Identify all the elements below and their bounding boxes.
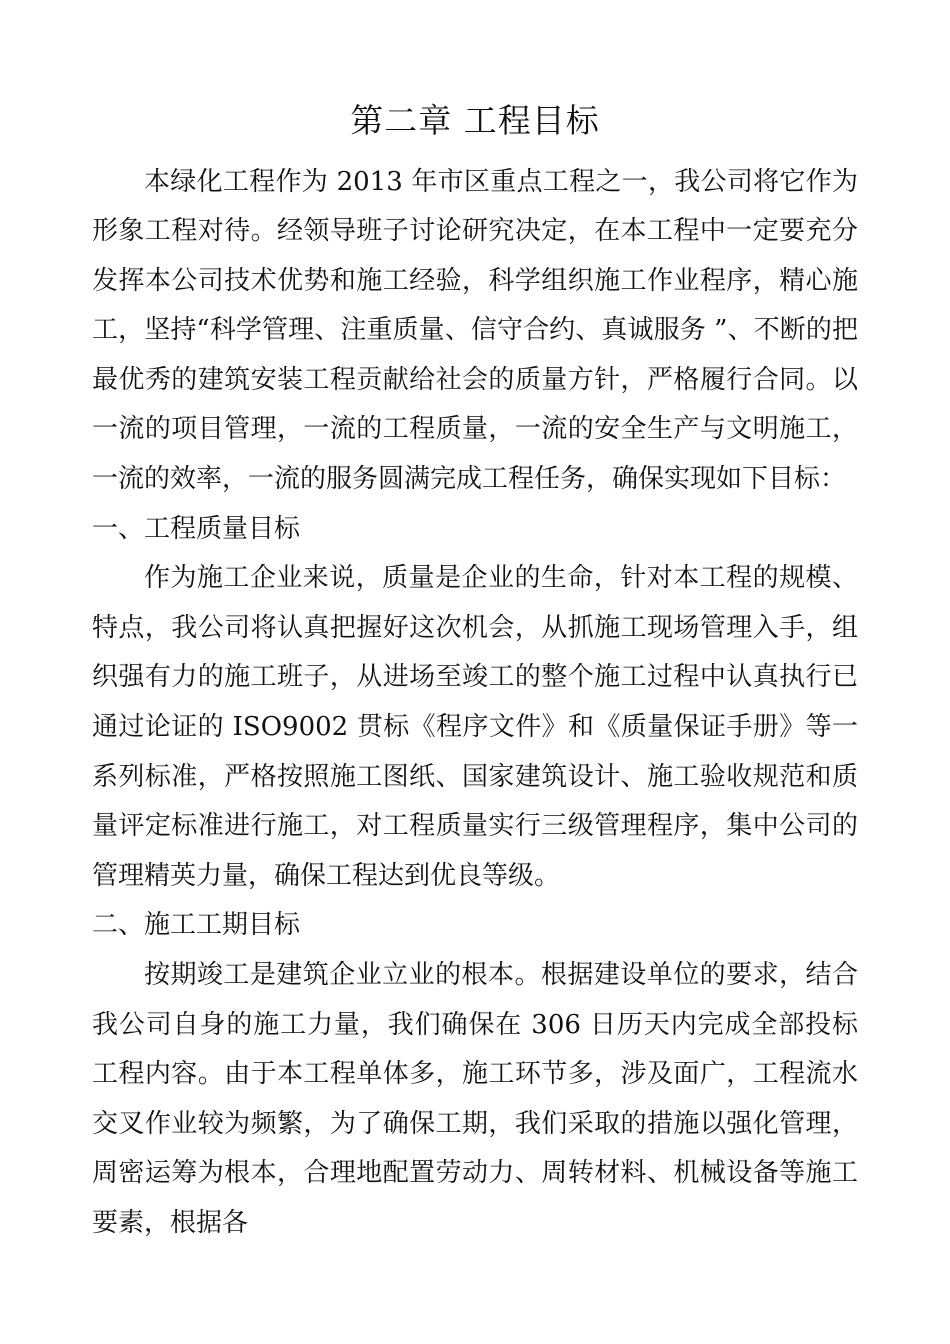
chapter-title: 第二章 工程目标 [350,101,600,140]
section-paragraph-schedule: 按期竣工是建筑企业立业的根本。根据建设单位的要求，结合我公司自身的施工力量，我们确保在 306 日历天内完成全部投标工程内容。由于本工程单体多，施工环节多，涉及面广，工程流水交叉作业较为频繁，为了确保工期，我们采取的措施以强化管理，周密运筹为根本，合理地配置劳动力、周转材料、机械设备等施工要素，根据各 [92,960,858,1238]
section-heading-quality: 一、工程质量目标 [92,513,301,544]
section-heading-schedule: 二、施工工期目标 [92,910,301,941]
section-paragraph-quality: 作为施工企业来说，质量是企业的生命，针对本工程的规模、特点，我公司将认真把握好这次机会，从抓施工现场管理入手，组织强有力的施工班子，从进场至竣工的整个施工过程中认真执行已通过论证的 ISO9002 贯标《程序文件》和《质量保证手册》等一系列标准，严格按照施工图纸、国家建筑设计、施工验收规范和质量评定标准进行施工，对工程质量实行三级管理程序，集中公司的管理精英力量，确保工程达到优良等级。 [92,563,858,891]
intro-paragraph: 本绿化工程作为 2013 年市区重点工程之一，我公司将它作为形象工程对待。经领导班子讨论研究决定，在本工程中一定要充分发挥本公司技术优势和施工经验，科学组织施工作业程序，精心施工，坚持“科学管理、注重质量、信守合约、真诚服务 ”、不断的把最优秀的建筑安装工程贡献给社会的质量方针，严格履行合同。以一流的项目管理，一流的工程质量，一流的安全生产与文明施工，一流的效率，一流的服务圆满完成工程任务，确保实现如下目标： [92,166,858,495]
